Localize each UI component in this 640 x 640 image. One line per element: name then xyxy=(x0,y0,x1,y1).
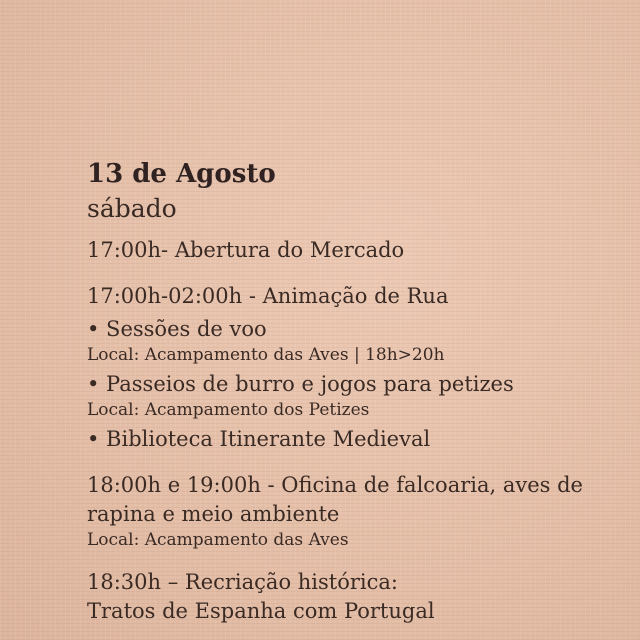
schedule-entry-location: Local: Acampamento das Aves xyxy=(87,530,349,550)
schedule-entry-location: Local: Acampamento das Aves | 18h>20h xyxy=(87,345,445,365)
schedule-entry-medieval-library: • Biblioteca Itinerante Medieval xyxy=(87,427,431,451)
schedule-entry-falconry-workshop: 18:00h e 19:00h - Oficina de falcoaria, aves de rapina e meio ambiente xyxy=(87,473,583,526)
schedule-entry-location: Local: Acampamento dos Petizes xyxy=(87,400,370,420)
schedule-entry-historical-reenactment: 18:30h – Recriação histórica: xyxy=(87,570,398,594)
schedule-document xyxy=(87,156,617,626)
schedule-entry-market-opening: 17:00h- Abertura do Mercado xyxy=(87,238,405,262)
event-weekday: sábado xyxy=(87,194,177,223)
event-date: 13 de Agosto xyxy=(87,159,276,189)
schedule-entry-flight-sessions: • Sessões de voo xyxy=(87,317,267,341)
schedule-entry-reenactment-title: Tratos de Espanha com Portugal xyxy=(87,599,435,623)
schedule-entry-donkey-rides: • Passeios de burro e jogos para petizes xyxy=(87,372,514,396)
schedule-entry-street-animation: 17:00h-02:00h - Animação de Rua xyxy=(87,284,449,308)
